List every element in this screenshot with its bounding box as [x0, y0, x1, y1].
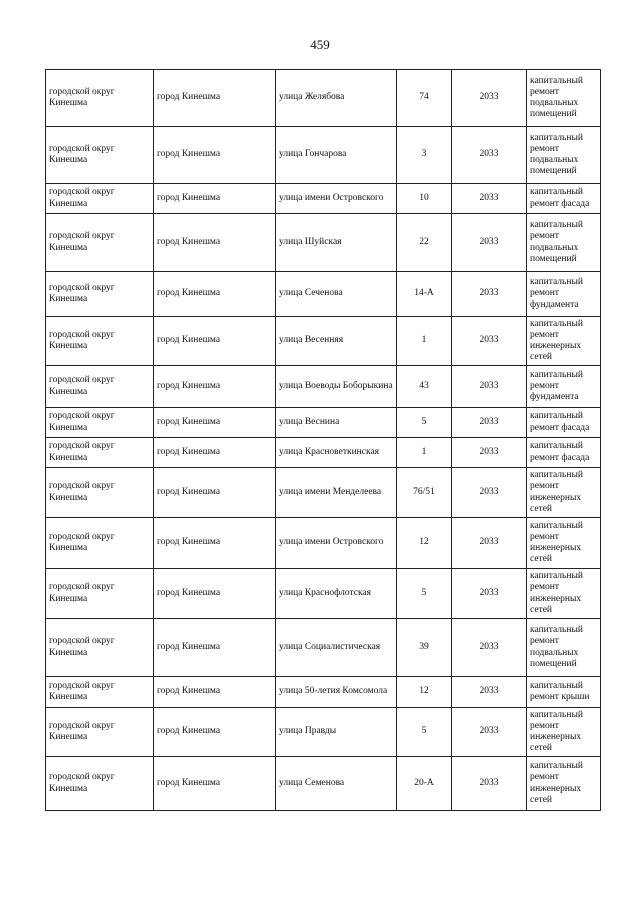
street-cell: улица Правды [276, 708, 397, 757]
city-cell: город Кинешма [154, 677, 276, 708]
year-cell: 2033 [452, 272, 527, 317]
work-type-cell: капитальный ремонт инженерных сетей [527, 569, 601, 619]
city-cell: город Кинешма [154, 408, 276, 438]
street-cell: улица Семенова [276, 757, 397, 811]
street-cell: улица Гончарова [276, 127, 397, 184]
house-cell: 5 [397, 408, 452, 438]
housing-repair-table [45, 69, 601, 811]
table-row [46, 569, 601, 619]
district-cell: городской округ Кинешма [46, 127, 154, 184]
district-cell: городской округ Кинешма [46, 214, 154, 272]
city-cell: город Кинешма [154, 569, 276, 619]
street-cell: улица Сеченова [276, 272, 397, 317]
table-row [46, 366, 601, 408]
work-type-cell: капитальный ремонт фасада [527, 408, 601, 438]
house-cell: 14-А [397, 272, 452, 317]
work-type-cell: капитальный ремонт фундамента [527, 366, 601, 408]
house-cell: 12 [397, 518, 452, 569]
table-row [46, 438, 601, 468]
city-cell: город Кинешма [154, 70, 276, 127]
year-cell: 2033 [452, 408, 527, 438]
district-cell: городской округ Кинешма [46, 757, 154, 811]
district-cell: городской округ Кинешма [46, 708, 154, 757]
work-type-cell: капитальный ремонт подвальных помещений [527, 214, 601, 272]
work-type-cell: капитальный ремонт крыши [527, 677, 601, 708]
city-cell: город Кинешма [154, 468, 276, 518]
district-cell: городской округ Кинешма [46, 518, 154, 569]
city-cell: город Кинешма [154, 184, 276, 214]
year-cell: 2033 [452, 757, 527, 811]
year-cell: 2033 [452, 184, 527, 214]
city-cell: город Кинешма [154, 366, 276, 408]
table-row [46, 408, 601, 438]
city-cell: город Кинешма [154, 619, 276, 677]
house-cell: 1 [397, 317, 452, 366]
city-cell: город Кинешма [154, 317, 276, 366]
table-row [46, 708, 601, 757]
district-cell: городской округ Кинешма [46, 468, 154, 518]
house-cell: 22 [397, 214, 452, 272]
table-row [46, 468, 601, 518]
city-cell: город Кинешма [154, 127, 276, 184]
house-cell: 5 [397, 708, 452, 757]
table-row [46, 184, 601, 214]
city-cell: город Кинешма [154, 214, 276, 272]
year-cell: 2033 [452, 569, 527, 619]
house-cell: 39 [397, 619, 452, 677]
work-type-cell: капитальный ремонт фасада [527, 438, 601, 468]
city-cell: город Кинешма [154, 708, 276, 757]
table-body [46, 70, 601, 811]
table-row [46, 757, 601, 811]
city-cell: город Кинешма [154, 438, 276, 468]
year-cell: 2033 [452, 468, 527, 518]
street-cell: улица Веснина [276, 408, 397, 438]
work-type-cell: капитальный ремонт фасада [527, 184, 601, 214]
street-cell: улица Краснофлотская [276, 569, 397, 619]
street-cell: улица Воеводы Боборыкина [276, 366, 397, 408]
district-cell: городской округ Кинешма [46, 438, 154, 468]
work-type-cell: капитальный ремонт инженерных сетей [527, 708, 601, 757]
work-type-cell: капитальный ремонт инженерных сетей [527, 317, 601, 366]
street-cell: улица Социалистическая [276, 619, 397, 677]
city-cell: город Кинешма [154, 518, 276, 569]
work-type-cell: капитальный ремонт подвальных помещений [527, 127, 601, 184]
work-type-cell: капитальный ремонт подвальных помещений [527, 619, 601, 677]
house-cell: 43 [397, 366, 452, 408]
street-cell: улица имени Менделеева [276, 468, 397, 518]
street-cell: улица имени Островского [276, 184, 397, 214]
table-row [46, 317, 601, 366]
house-cell: 3 [397, 127, 452, 184]
street-cell: улица Красноветкинская [276, 438, 397, 468]
year-cell: 2033 [452, 708, 527, 757]
table-row [46, 214, 601, 272]
city-cell: город Кинешма [154, 272, 276, 317]
house-cell: 1 [397, 438, 452, 468]
street-cell: улица Шуйская [276, 214, 397, 272]
year-cell: 2033 [452, 127, 527, 184]
table-row [46, 619, 601, 677]
page-number: 459 [310, 37, 330, 52]
table-row [46, 127, 601, 184]
year-cell: 2033 [452, 214, 527, 272]
district-cell: городской округ Кинешма [46, 317, 154, 366]
house-cell: 20-А [397, 757, 452, 811]
work-type-cell: капитальный ремонт инженерных сетей [527, 518, 601, 569]
work-type-cell: капитальный ремонт инженерных сетей [527, 468, 601, 518]
district-cell: городской округ Кинешма [46, 677, 154, 708]
street-cell: улица 50-летия Комсомола [276, 677, 397, 708]
house-cell: 74 [397, 70, 452, 127]
year-cell: 2033 [452, 366, 527, 408]
year-cell: 2033 [452, 677, 527, 708]
year-cell: 2033 [452, 70, 527, 127]
street-cell: улица имени Островского [276, 518, 397, 569]
work-type-cell: капитальный ремонт инженерных сетей [527, 757, 601, 811]
district-cell: городской округ Кинешма [46, 272, 154, 317]
house-cell: 76/51 [397, 468, 452, 518]
table-row [46, 677, 601, 708]
table-row [46, 518, 601, 569]
year-cell: 2033 [452, 518, 527, 569]
year-cell: 2033 [452, 619, 527, 677]
street-cell: улица Желябова [276, 70, 397, 127]
city-cell: город Кинешма [154, 757, 276, 811]
house-cell: 10 [397, 184, 452, 214]
year-cell: 2033 [452, 438, 527, 468]
district-cell: городской округ Кинешма [46, 70, 154, 127]
district-cell: городской округ Кинешма [46, 569, 154, 619]
table-row [46, 70, 601, 127]
table-row [46, 272, 601, 317]
house-cell: 12 [397, 677, 452, 708]
street-cell: улица Весенняя [276, 317, 397, 366]
work-type-cell: капитальный ремонт подвальных помещений [527, 70, 601, 127]
district-cell: городской округ Кинешма [46, 408, 154, 438]
district-cell: городской округ Кинешма [46, 366, 154, 408]
house-cell: 5 [397, 569, 452, 619]
district-cell: городской округ Кинешма [46, 184, 154, 214]
work-type-cell: капитальный ремонт фундамента [527, 272, 601, 317]
district-cell: городской округ Кинешма [46, 619, 154, 677]
year-cell: 2033 [452, 317, 527, 366]
